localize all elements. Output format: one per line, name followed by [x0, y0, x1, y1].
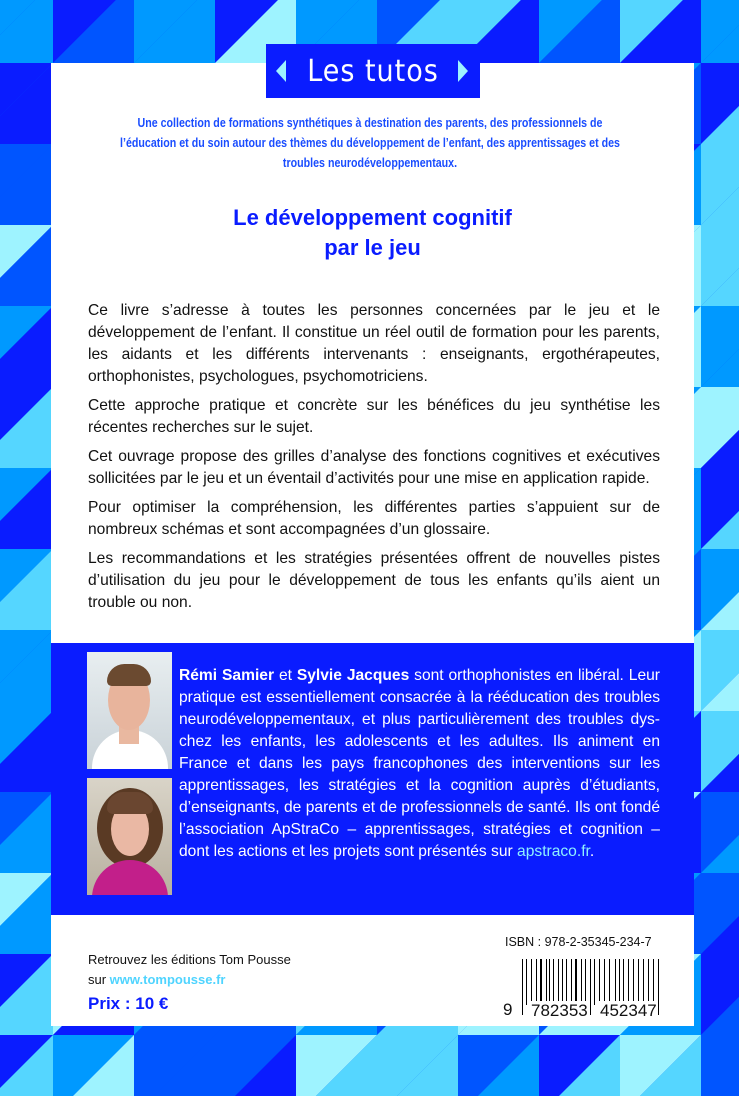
barcode-bar [643, 959, 644, 1005]
collection-description: Une collection de formations synthétiques à destination des parents, des professionnels de l’éducation et du soin autour des thèmes du développement de l’enfant, des apprentissages et des troubles neurodéveloppementaux. [120, 115, 620, 170]
price: Prix : 10 € [88, 994, 169, 1013]
title-line-1: Le développement cognitif [233, 205, 512, 230]
barcode-bar [623, 959, 624, 1005]
barcode-bar [540, 959, 541, 1005]
barcode-bar [641, 959, 642, 1005]
barcode-bar [536, 959, 537, 1005]
isbn: ISBN : 978-2-35345-234-7 [505, 935, 652, 949]
barcode-bar [553, 959, 554, 1005]
barcode-bar [529, 959, 530, 1005]
barcode-bar [621, 959, 622, 1005]
arrow-right-icon [458, 60, 468, 82]
barcode-bar [602, 959, 603, 1005]
barcode-bar [628, 959, 629, 1005]
barcode-bar [615, 959, 616, 1005]
bio-text: sont orthophonistes en libéral. Leur pratique est essentiellement consacrée à la rééducation des troubles neurodéveloppementaux, et plus particulièrement des troubles dys- chez les enfants, les adolescents et les adultes. Ils animent en France et dans les pays francophones des interventions sur les apprentissages, les stratégies et la cognition auprès d’étudiants, d’enseignants, de parents et de professionnels de santé. Ils ont fondé l’association ApStraCo – apprentissages, stratégies et cognition – dont les actions et les projets sont présentés sur [179, 667, 660, 860]
author-name: Rémi Samier [179, 667, 275, 684]
barcode-bar [539, 959, 540, 1005]
barcode-bar [523, 959, 524, 1015]
barcode-bar [660, 959, 661, 1015]
barcode-bar [625, 959, 626, 1005]
barcode-bar [633, 959, 634, 1005]
publisher-line: Retrouvez les éditions Tom Pousse [88, 952, 291, 967]
barcode-bar [568, 959, 569, 1005]
title-line-2: par le jeu [324, 235, 421, 260]
barcode-bar [594, 959, 595, 1005]
barcode-digits-right: 452347 [600, 1001, 657, 1020]
summary-paragraph: Cette approche pratique et concrète sur les bénéfices du jeu synthétise les récentes recherches sur le sujet. [88, 397, 660, 436]
author-photo-remi-samier [87, 652, 172, 769]
arrow-left-icon [276, 60, 286, 82]
summary [88, 300, 660, 621]
summary-paragraph: Ce livre s’adresse à toutes les personnes concernées par le jeu et le développement de l’enfant. Il constitue un réel outil de formation pour les parents, les aidants et les différents intervenants : enseignants, ergothérapeutes, orthophonistes, psychologues, psychomotriciens. [88, 302, 660, 385]
barcode-bar [653, 959, 654, 1005]
barcode-bar [543, 959, 544, 1005]
barcode-bar [604, 959, 605, 1005]
barcode-bar [612, 959, 613, 1005]
barcode-bar [590, 959, 591, 1015]
author-photo-sylvie-jacques [87, 778, 172, 895]
conjunction: et [274, 667, 297, 684]
bio-end: . [589, 843, 595, 860]
collection-name: Les tutos [307, 53, 439, 89]
summary-paragraph: Pour optimiser la compréhension, les différentes parties s’appuient sur de nombreux schémas et sont accompagnées d’un glossaire. [88, 499, 660, 538]
apstraco-link[interactable]: apstraco.fr [517, 843, 590, 860]
summary-paragraph: Les recommandations et les stratégies présentées offrent de nouvelles pistes d’utilisation du jeu pour le développement de tous les enfants qu’ils aient un trouble ou non. [88, 550, 660, 611]
barcode-digit-prefix: 9 [503, 1000, 513, 1019]
author-name: Sylvie Jacques [296, 667, 410, 684]
barcode-bar [581, 959, 582, 1005]
authors-bio [179, 665, 660, 863]
barcode-bar [638, 959, 639, 1005]
barcode-bar [566, 959, 567, 1005]
barcode-bar [571, 959, 572, 1005]
sur-label: sur [88, 972, 110, 987]
barcode-bar [609, 959, 610, 1005]
barcode-bar [631, 959, 632, 1005]
barcode-bar [575, 959, 576, 1005]
barcode-bar [585, 959, 586, 1005]
barcode-bar [556, 959, 557, 1005]
summary-paragraph: Cet ouvrage propose des grilles d’analyse des fonctions cognitives et exécutives sollicitées par le jeu et un éventail d’activités pour une mise en application rapide. [88, 448, 660, 487]
collection-badge [266, 44, 480, 98]
barcode-bar [596, 959, 597, 1005]
barcode-bar [651, 959, 652, 1005]
barcode-bar [565, 959, 566, 1005]
barcode-bar [599, 959, 600, 1005]
barcode-bar [532, 959, 533, 1005]
barcode-bar [578, 959, 579, 1005]
barcode-bar [606, 959, 607, 1005]
authors-section [51, 643, 694, 915]
publisher-url-link[interactable]: www.tompousse.fr [109, 972, 226, 987]
barcode-bar [648, 959, 649, 1005]
barcode-digits-left: 782353 [531, 1001, 588, 1020]
book-title [51, 203, 694, 263]
barcode-bar [645, 959, 646, 1005]
barcode-bar [574, 959, 575, 1005]
publisher-info [88, 950, 291, 990]
barcode-bar [531, 959, 532, 1005]
